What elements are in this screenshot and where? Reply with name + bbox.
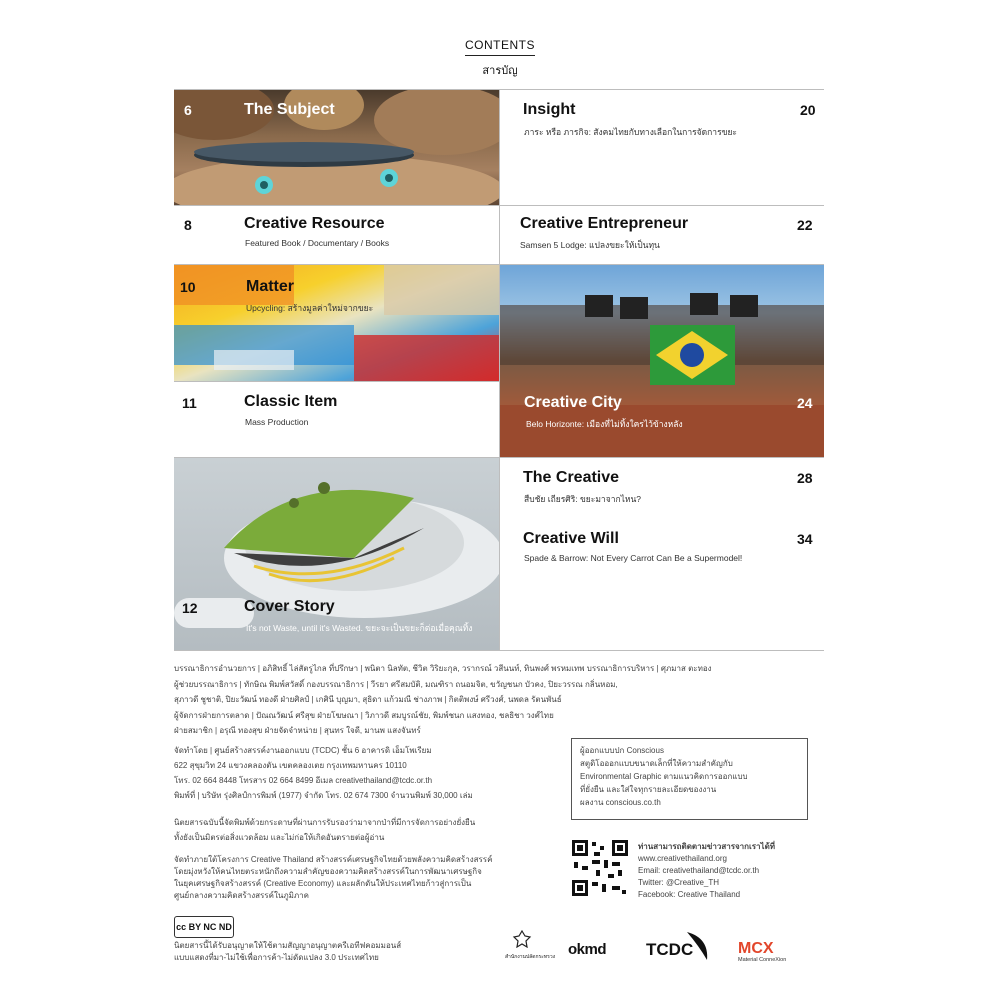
divider bbox=[174, 205, 824, 206]
section-title-the-creative[interactable]: The Creative bbox=[523, 469, 620, 486]
qr-code-icon[interactable] bbox=[572, 840, 628, 896]
box-line: ผู้ออกแบบปก Conscious bbox=[580, 746, 664, 755]
ministry-logo-text: สำนักงานปลัดกระทรวง bbox=[505, 954, 556, 960]
subject-photo bbox=[174, 90, 499, 205]
about-line: ศูนย์กลางความคิดสร้างสรรค์ในภูมิภาค bbox=[174, 891, 309, 900]
publisher-line: จัดทำโดย | ศูนย์สร้างสรรค์งานออกแบบ (TCDC) ชั้น 6 อาคารดิ เอ็มโพเรียม bbox=[174, 746, 432, 755]
section-title-creative-entrepreneur[interactable]: Creative Entrepreneur bbox=[520, 215, 689, 232]
box-line: สตูดิโอออกแบบขนาดเล็กที่ให้ความสำคัญกับ bbox=[580, 759, 733, 768]
section-subtitle: Belo Horizonte: เมืองที่ไม่ทิ้งใครไว้ข้างหลัง bbox=[526, 419, 683, 429]
section-subtitle: Mass Production bbox=[245, 417, 309, 427]
section-title-insight[interactable]: Insight bbox=[523, 101, 576, 118]
credit-line: ผู้ช่วยบรรณาธิการ | ทักษิณ พิมพ์สวัสดิ์ กองบรรณาธิการ | วีรยา ศรีสมบัติ, มณฑิรา ถนอมจิต, ขวัญชนก บัวคง, ปิยะวรรณ กลิ่นหอม, bbox=[174, 679, 618, 689]
section-subtitle: Featured Book / Documentary / Books bbox=[245, 238, 390, 248]
license-line: นิตยสารนี้ได้รับอนุญาตให้ใช้ตามสัญญาอนุญาตครีเอทีฟคอมมอนส์ bbox=[174, 941, 402, 950]
section-title-classic-item[interactable]: Classic Item bbox=[244, 393, 338, 410]
section-title-creative-will[interactable]: Creative Will bbox=[523, 530, 619, 547]
credit-line: ผู้จัดการฝ่ายการตลาด | ปัณณวัฒน์ ศรีสุข ฝ่ายโฆษณา | วิภาวดี สมบูรณ์ชัย, พิมพ์ชนก แสงทอง, ชลธิชา วงศ์ไทย bbox=[174, 710, 554, 720]
ministry-logo bbox=[505, 930, 556, 961]
box-line: ผลงาน conscious.co.th bbox=[580, 798, 661, 807]
page-number: 28 bbox=[797, 470, 813, 486]
emblem-icon bbox=[512, 930, 532, 948]
license-line: แบบแสดงที่มา-ไม่ใช้เพื่อการค้า-ไม่ดัดแปลง 3.0 ประเทศไทย bbox=[174, 953, 379, 962]
about-line: ในยุคเศรษฐกิจสร้างสรรค์ (Creative Economy) และผลักดันให้ประเทศไทยก้าวสู่การเป็น bbox=[174, 879, 472, 888]
publisher-line: 622 สุขุมวิท 24 แขวงคลองตัน เขตคลองเตย กรุงเทพมหานคร 10110 bbox=[174, 761, 407, 770]
page-number: 12 bbox=[182, 600, 198, 616]
staff-credits bbox=[174, 661, 824, 739]
page-number: 8 bbox=[184, 217, 192, 233]
matter-photo bbox=[174, 265, 499, 381]
section-title-matter[interactable]: Matter bbox=[246, 278, 295, 295]
license-text bbox=[174, 940, 504, 964]
contents-title: CONTENTS bbox=[465, 38, 535, 56]
page-number: 34 bbox=[797, 531, 813, 547]
page-number: 24 bbox=[797, 395, 813, 411]
mcx-logo-subtitle: Material ConneXion bbox=[738, 957, 787, 963]
paper-note bbox=[174, 815, 554, 845]
credit-line: บรรณาธิการอำนวยการ | อภิสิทธิ์ ไล่สัตรูไกล ที่ปรึกษา | พนิตา นิลทัต, ชีวิต วิริยะกุล, วรากรณ์ วสีนนท์, ทินพงศ์ พรหมเทพ บรรณาธิการบริหาร | ศุภมาส ตะทอง bbox=[174, 664, 712, 673]
email-link[interactable]: Email: creativethailand@tcdc.or.th bbox=[638, 866, 760, 875]
publisher-info bbox=[174, 743, 554, 803]
page-number: 11 bbox=[182, 395, 197, 411]
creative-commons-icon: cc BY NC ND bbox=[174, 916, 234, 938]
page-number: 6 bbox=[184, 102, 192, 118]
tcdc-logo: TCDC bbox=[646, 940, 694, 959]
section-title-the-subject[interactable]: The Subject bbox=[244, 101, 335, 118]
note-line: ทั้งยังเป็นมิตรต่อสิ่งแวดล้อม และไม่ก่อให้เกิดอันตรายต่อผู้อ่าน bbox=[174, 833, 385, 842]
note-line: นิตยสารฉบับนี้จัดพิมพ์ด้วยกระดาษที่ผ่านการรับรองว่ามาจากป่าที่มีการจัดการอย่างยั่งยืน bbox=[174, 818, 476, 827]
divider bbox=[174, 381, 499, 382]
section-subtitle: It's not Waste, until it's Wasted. ขยะจะเป็นขยะก็ต่อเมื่อคุณทิ้ง bbox=[246, 623, 473, 633]
publisher-line: พิมพ์ที่ | บริษัท รุ่งศิลป์การพิมพ์ (1977) จำกัด โทร. 02 674 7300 จำนวนพิมพ์ 30,000 เล่ม bbox=[174, 791, 473, 800]
page-number: 10 bbox=[180, 279, 196, 295]
contents-header bbox=[0, 36, 1000, 79]
about-project bbox=[174, 854, 554, 902]
section-subtitle: Spade & Barrow: Not Every Carrot Can Be a Supermodel! bbox=[524, 553, 743, 563]
box-line: ที่ยั่งยืน และใส่ใจทุกรายละเอียดของงาน bbox=[580, 785, 717, 794]
publisher-line: โทร. 02 664 8448 โทรสาร 02 664 8499 อีเมล creativethailand@tcdc.or.th bbox=[174, 776, 433, 785]
contact-heading: ท่านสามารถติดตามข่าวสารจากเราได้ที่ bbox=[638, 842, 776, 851]
credit-line: สุภาวดี ชูชาติ, ปิยะวัฒน์ ทองดี ฝ่ายศิลป์ | เกศินี บุญมา, สุธิดา แก้วมณี ช่างภาพ | กิตติพงษ์ ศรีวงศ์, นพดล รัตนพันธ์ bbox=[174, 695, 562, 704]
tcdc-swoosh-icon bbox=[685, 930, 711, 962]
section-subtitle: สืบชัย เถียรศิริ: ขยะมาจากไหน? bbox=[524, 494, 642, 504]
section-subtitle: Upcycling: สร้างมูลค่าใหม่จากขยะ bbox=[246, 303, 374, 313]
about-line: จัดทำภายใต้โครงการ Creative Thailand สร้างสรรค์เศรษฐกิจไทยด้วยพลังความคิดสร้างสรรค์ bbox=[174, 855, 493, 864]
twitter-link[interactable]: Twitter: @Creative_TH bbox=[638, 878, 720, 887]
page-number: 22 bbox=[797, 217, 813, 233]
section-subtitle: ภาระ หรือ ภารกิจ: สังคมไทยกับทางเลือกในการจัดการขยะ bbox=[524, 127, 738, 137]
okmd-logo: okmd bbox=[568, 941, 607, 958]
section-subtitle: Samsen 5 Lodge: แปลงขยะให้เป็นทุน bbox=[520, 240, 660, 250]
section-title-cover-story[interactable]: Cover Story bbox=[244, 598, 335, 615]
divider bbox=[174, 650, 824, 651]
contact-info bbox=[638, 841, 828, 901]
section-title-creative-city[interactable]: Creative City bbox=[524, 394, 622, 411]
mcx-logo: MCX bbox=[738, 940, 774, 957]
about-line: โดยมุ่งหวังให้คนไทยตระหนักถึงความสำคัญของความคิดสร้างสรรค์ในการพัฒนาเศรษฐกิจ bbox=[174, 867, 482, 876]
page-number: 20 bbox=[800, 102, 816, 118]
website-link[interactable]: www.creativethailand.org bbox=[638, 854, 727, 863]
facebook-link[interactable]: Facebook: Creative Thailand bbox=[638, 890, 741, 899]
credit-line: ฝ่ายสมาชิก | อรุณี ทองสุข ฝ่ายจัดจำหน่าย | สุนทร ใจดี, มานพ แสงจันทร์ bbox=[174, 726, 421, 735]
box-line: Environmental Graphic ตามแนวคิดการออกแบบ bbox=[580, 772, 748, 781]
contents-title-thai: สารบัญ bbox=[482, 65, 518, 77]
cover-designer-box bbox=[571, 738, 808, 820]
section-title-creative-resource[interactable]: Creative Resource bbox=[244, 215, 385, 232]
